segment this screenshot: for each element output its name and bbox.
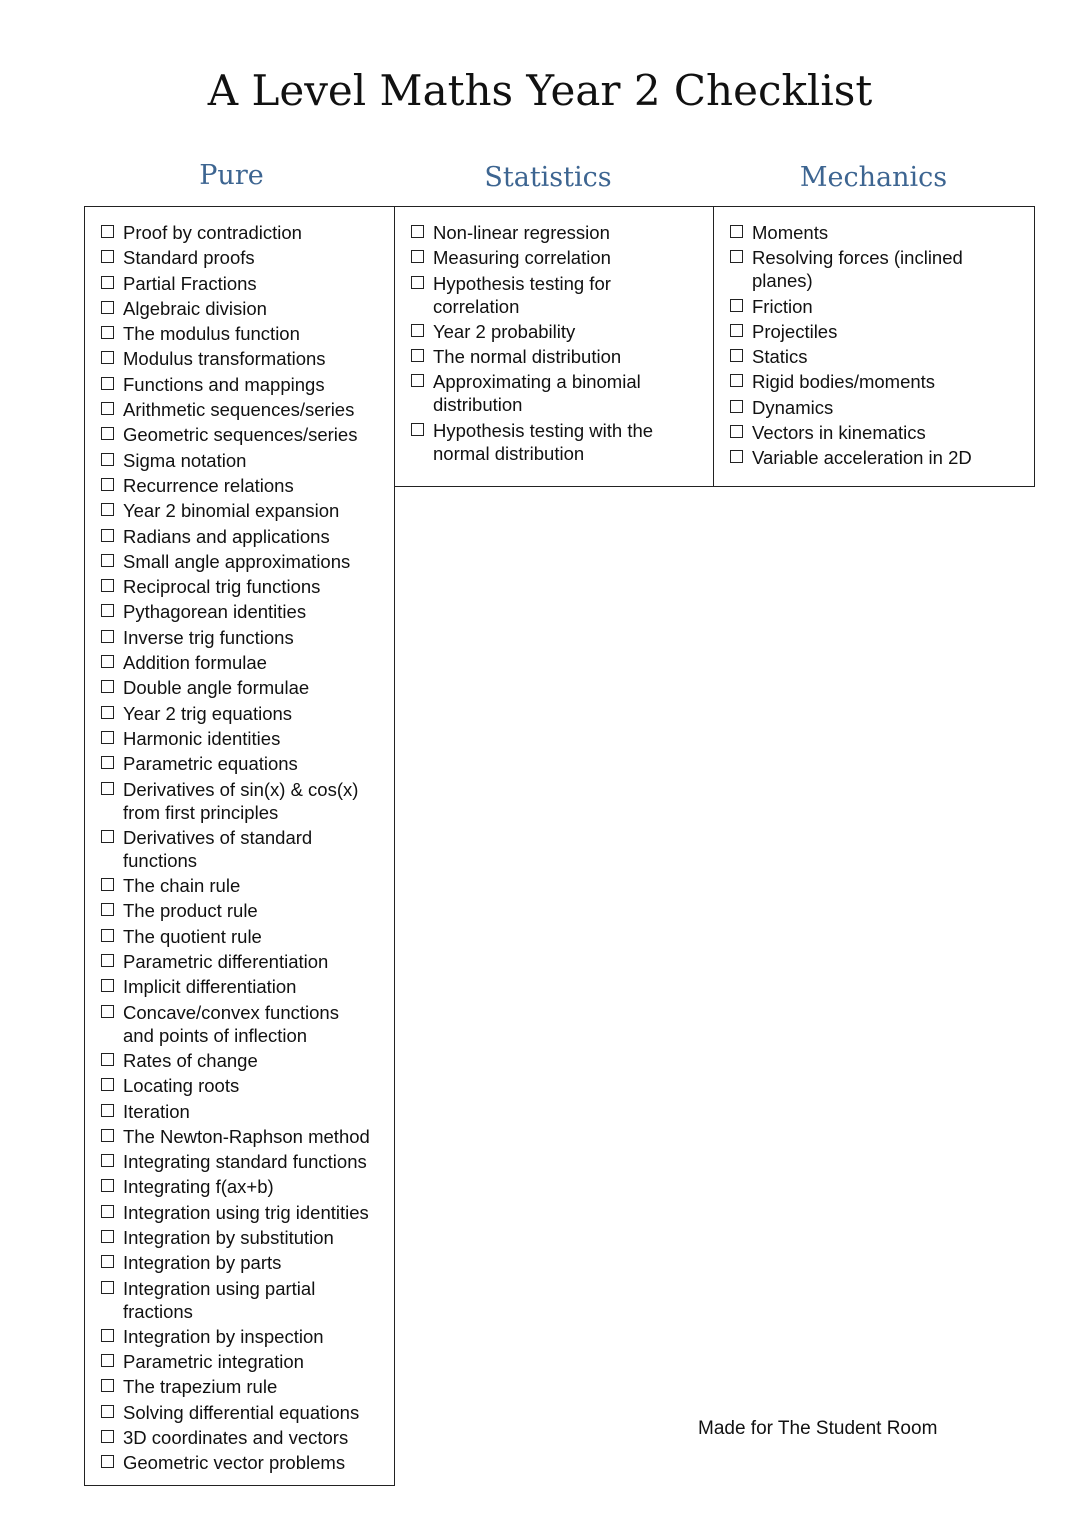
checkbox-icon[interactable] [411, 324, 424, 337]
checklist-item[interactable] [101, 1401, 394, 1424]
checkbox-icon[interactable] [101, 402, 114, 415]
checkbox-icon[interactable] [101, 731, 114, 744]
checklist-item-label: Rigid bodies/moments [752, 371, 936, 393]
checklist-item-label: Derivatives of sin(x) & cos(x) from first principles [123, 778, 359, 823]
checkbox-icon[interactable] [411, 250, 424, 263]
checklist-item-label: Small angle approximations [123, 550, 351, 572]
checkbox-icon[interactable] [101, 630, 114, 643]
checklist-item-label: The product rule [123, 900, 258, 922]
checklist-item[interactable] [101, 272, 394, 295]
checkbox-icon[interactable] [411, 423, 424, 436]
checklist-item-label: Measuring correlation [433, 247, 611, 269]
checklist-item[interactable] [101, 727, 394, 750]
checklist-item[interactable] [101, 600, 394, 623]
checklist-item[interactable] [411, 246, 713, 269]
checklist-item-label: Integration using partial fractions [123, 1277, 316, 1322]
checkbox-icon[interactable] [101, 427, 114, 440]
checkbox-icon[interactable] [101, 351, 114, 364]
checklist-item-label: Integration by parts [123, 1252, 282, 1274]
checklist-item-label: The chain rule [123, 875, 241, 897]
checklist-item[interactable] [101, 1375, 394, 1398]
checkbox-icon[interactable] [101, 1405, 114, 1418]
checklist-item-label: Functions and mappings [123, 373, 325, 395]
checklist-item[interactable] [730, 396, 1034, 419]
checkbox-icon[interactable] [101, 878, 114, 891]
checkbox-icon[interactable] [101, 1255, 114, 1268]
checkbox-icon[interactable] [101, 1281, 114, 1294]
checkbox-icon[interactable] [101, 529, 114, 542]
checklist-item[interactable] [730, 246, 1034, 292]
checkbox-icon[interactable] [101, 1379, 114, 1392]
checklist-item[interactable] [101, 626, 394, 649]
checkbox-icon[interactable] [730, 450, 743, 463]
checklist-item-label: Approximating a binomial distribution [433, 371, 641, 416]
checklist-item[interactable] [411, 370, 713, 416]
checklist-item-label: Parametric equations [123, 753, 298, 775]
checklist-item[interactable] [101, 423, 394, 446]
checklist-item[interactable] [101, 1251, 394, 1274]
checklist-item-label: Iteration [123, 1100, 190, 1122]
checkbox-icon[interactable] [101, 1154, 114, 1167]
checkbox-icon[interactable] [730, 299, 743, 312]
checkbox-icon[interactable] [101, 301, 114, 314]
checkbox-icon[interactable] [101, 1205, 114, 1218]
checkbox-icon[interactable] [101, 1354, 114, 1367]
checklist-item-label: The quotient rule [123, 925, 262, 947]
checklist-item-label: Addition formulae [123, 652, 267, 674]
checklist-item-label: Year 2 binomial expansion [123, 500, 340, 522]
checklist-item-label: Algebraic division [123, 297, 267, 319]
checklist-item[interactable] [101, 1100, 394, 1123]
checklist-item[interactable] [101, 874, 394, 897]
checklist-item[interactable] [101, 1125, 394, 1148]
checklist-item-label: Projectiles [752, 320, 838, 342]
checkbox-icon[interactable] [101, 903, 114, 916]
checklist-item-label: Non-linear regression [433, 222, 610, 243]
checklist-item[interactable] [730, 421, 1034, 444]
checklist-item-label: Moments [752, 222, 829, 243]
checklist-item[interactable] [101, 1150, 394, 1173]
checkbox-icon[interactable] [101, 604, 114, 617]
checklist-item[interactable] [101, 297, 394, 320]
checkbox-icon[interactable] [101, 1179, 114, 1192]
checklist-item[interactable] [101, 550, 394, 573]
checklist-item[interactable] [101, 975, 394, 998]
checklist-item[interactable] [101, 322, 394, 345]
checklist-item[interactable] [101, 1277, 394, 1323]
checklist-item-label: Derivatives of standard functions [123, 826, 313, 871]
checklist-item[interactable] [101, 1049, 394, 1072]
checkbox-icon[interactable] [101, 1104, 114, 1117]
checklist-item-label: Radians and applications [123, 525, 330, 547]
pure-checklist [101, 221, 394, 1474]
checklist-item-label: Integrating f(ax+b) [123, 1176, 274, 1198]
checkbox-icon[interactable] [730, 374, 743, 387]
checkbox-icon[interactable] [101, 503, 114, 516]
checklist-item-label: Concave/convex functions and points of inflection [123, 1001, 339, 1046]
checklist-item[interactable] [101, 525, 394, 548]
mechanics-heading: Mechanics [799, 162, 948, 193]
checklist-item[interactable] [101, 925, 394, 948]
checklist-item[interactable] [101, 1426, 394, 1449]
checklist-item[interactable] [411, 345, 713, 368]
checklist-item[interactable] [101, 347, 394, 370]
checklist-item[interactable] [101, 474, 394, 497]
checklist-item-label: Standard proofs [123, 247, 255, 269]
checklist-item[interactable] [101, 246, 394, 269]
checkbox-icon[interactable] [101, 1230, 114, 1243]
checklist-item-label: Integration using trig identities [123, 1201, 369, 1223]
checklist-item[interactable] [101, 826, 394, 872]
checklist-item[interactable] [411, 320, 713, 343]
checkbox-icon[interactable] [101, 326, 114, 339]
checkbox-icon[interactable] [411, 374, 424, 387]
checkbox-icon[interactable] [730, 225, 743, 238]
checklist-item-label: The modulus function [123, 323, 300, 345]
checklist-item-label: Dynamics [752, 396, 834, 418]
checklist-item-label: Geometric sequences/series [123, 424, 358, 446]
checkbox-icon[interactable] [101, 782, 114, 795]
checkbox-icon[interactable] [101, 929, 114, 942]
checklist-item[interactable] [101, 1074, 394, 1097]
checklist-item[interactable] [101, 449, 394, 472]
checklist-item[interactable] [101, 950, 394, 973]
pure-box [84, 206, 395, 1486]
checklist-item-label: The Newton-Raphson method [123, 1125, 370, 1147]
footer-credit: Made for The Student Room [698, 1418, 938, 1439]
checklist-item[interactable] [101, 1201, 394, 1224]
page-title: A Level Maths Year 2 Checklist [207, 66, 873, 115]
checkbox-icon[interactable] [101, 1053, 114, 1066]
pure-heading: Pure [199, 160, 264, 191]
checklist-item-label: Integration by inspection [123, 1325, 324, 1347]
checklist-item-label: Harmonic identities [123, 727, 281, 749]
checklist-item-label: Integration by substitution [123, 1226, 334, 1248]
checklist-item[interactable] [101, 398, 394, 421]
checklist-item[interactable] [101, 1226, 394, 1249]
checkbox-icon[interactable] [101, 954, 114, 967]
checklist-item-label: Hypothesis testing for correlation [433, 272, 611, 317]
checklist-item-label: Variable acceleration in 2D [752, 447, 972, 469]
statistics-box [394, 206, 714, 487]
checkbox-icon[interactable] [101, 1078, 114, 1091]
mechanics-box [713, 206, 1035, 487]
checklist-item-label: Recurrence relations [123, 474, 294, 496]
checklist-item[interactable] [101, 1325, 394, 1348]
statistics-heading: Statistics [484, 162, 612, 193]
checkbox-icon[interactable] [730, 324, 743, 337]
checklist-item[interactable] [411, 272, 713, 318]
checklist-item-label: Proof by contradiction [123, 222, 302, 243]
checklist-item[interactable] [101, 702, 394, 725]
checklist-item-label: Rates of change [123, 1049, 258, 1071]
checklist-item-label: Sigma notation [123, 449, 247, 471]
checklist-item-label: Friction [752, 295, 813, 317]
checkbox-icon[interactable] [411, 225, 424, 238]
checklist-item[interactable] [730, 370, 1034, 393]
checkbox-icon[interactable] [730, 400, 743, 413]
checklist-item-label: Parametric differentiation [123, 951, 329, 973]
checklist-item-label: Resolving forces (inclined planes) [752, 247, 963, 292]
checklist-item-label: Locating roots [123, 1075, 240, 1097]
checklist-item-label: Vectors in kinematics [752, 422, 926, 444]
checkbox-icon[interactable] [101, 1455, 114, 1468]
checkbox-icon[interactable] [101, 250, 114, 263]
checkbox-icon[interactable] [101, 579, 114, 592]
checklist-item[interactable] [101, 1350, 394, 1373]
checklist-item[interactable] [101, 373, 394, 396]
checkbox-icon[interactable] [101, 706, 114, 719]
checkbox-icon[interactable] [101, 225, 114, 238]
checklist-item-label: Geometric vector problems [123, 1452, 346, 1474]
checklist-item-label: Parametric integration [123, 1351, 304, 1373]
checklist-item[interactable] [101, 676, 394, 699]
checklist-item[interactable] [101, 575, 394, 598]
statistics-checklist [411, 221, 713, 465]
checklist-item-label: Double angle formulae [123, 677, 310, 699]
checkbox-icon[interactable] [101, 1430, 114, 1443]
checkbox-icon[interactable] [101, 554, 114, 567]
checklist-item[interactable] [101, 1451, 394, 1474]
checkbox-icon[interactable] [411, 276, 424, 289]
checklist-item[interactable] [101, 499, 394, 522]
checklist-item[interactable] [730, 295, 1034, 318]
checklist-item-label: Integrating standard functions [123, 1151, 367, 1173]
checkbox-icon[interactable] [101, 655, 114, 668]
checkbox-icon[interactable] [101, 1005, 114, 1018]
checklist-item-label: Partial Fractions [123, 272, 257, 294]
checklist-item-label: Solving differential equations [123, 1401, 360, 1423]
checklist-item[interactable] [730, 446, 1034, 469]
checklist-item-label: The normal distribution [433, 346, 622, 368]
checkbox-icon[interactable] [101, 276, 114, 289]
checkbox-icon[interactable] [101, 979, 114, 992]
checkbox-icon[interactable] [101, 478, 114, 491]
checklist-item-label: Statics [752, 346, 808, 368]
checklist-item[interactable] [101, 651, 394, 674]
checklist-item-label: Hypothesis testing with the normal distribution [433, 419, 654, 464]
checkbox-icon[interactable] [730, 250, 743, 263]
checklist-item[interactable] [411, 221, 713, 244]
checklist-item[interactable] [101, 899, 394, 922]
checkbox-icon[interactable] [101, 756, 114, 769]
checkbox-icon[interactable] [730, 425, 743, 438]
checklist-item[interactable] [101, 778, 394, 824]
checklist-item-label: Inverse trig functions [123, 626, 294, 648]
checklist-item-label: Year 2 trig equations [123, 702, 293, 724]
checkbox-icon[interactable] [101, 453, 114, 466]
checklist-item[interactable] [101, 1175, 394, 1198]
checkbox-icon[interactable] [730, 349, 743, 362]
checklist-item[interactable] [730, 221, 1034, 244]
checklist-item-label: Arithmetic sequences/series [123, 399, 355, 421]
checklist-item-label: The trapezium rule [123, 1376, 278, 1398]
checkbox-icon[interactable] [101, 830, 114, 843]
checklist-item[interactable] [730, 345, 1034, 368]
checklist-item[interactable] [101, 752, 394, 775]
checklist-item-label: Implicit differentiation [123, 976, 297, 998]
checkbox-icon[interactable] [101, 1129, 114, 1142]
checklist-item[interactable] [411, 419, 713, 465]
checklist-item-label: Reciprocal trig functions [123, 576, 321, 598]
checklist-item-label: 3D coordinates and vectors [123, 1427, 349, 1449]
checklist-item-label: Pythagorean identities [123, 601, 307, 623]
checklist-item[interactable] [101, 221, 394, 244]
checklist-item[interactable] [730, 320, 1034, 343]
checkbox-icon[interactable] [101, 680, 114, 693]
checkbox-icon[interactable] [101, 377, 114, 390]
mechanics-checklist [730, 221, 1034, 469]
checkbox-icon[interactable] [411, 349, 424, 362]
checkbox-icon[interactable] [101, 1329, 114, 1342]
checklist-item-label: Modulus transformations [123, 348, 326, 370]
checklist-item-label: Year 2 probability [433, 320, 576, 342]
checklist-item[interactable] [101, 1001, 394, 1047]
